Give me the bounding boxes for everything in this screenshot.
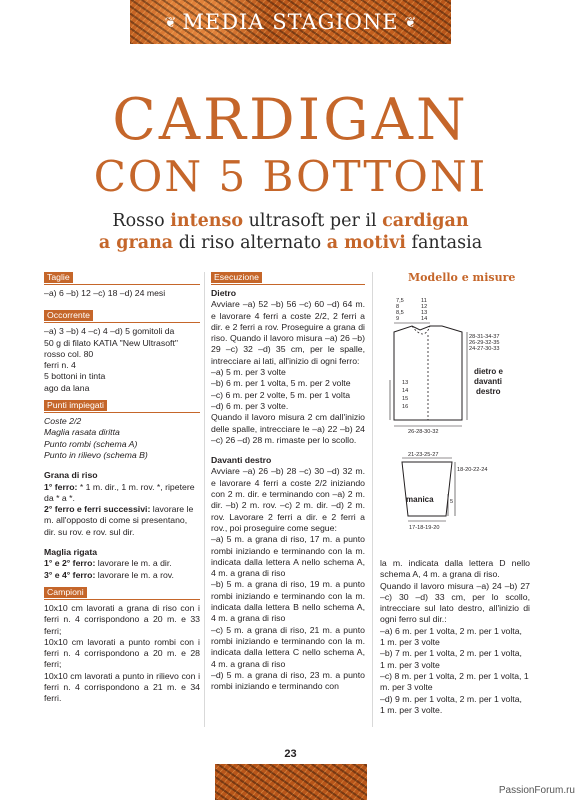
materials-line: ferri n. 4 (44, 360, 76, 371)
subtitle-line2 (0, 235, 581, 253)
measure-label: 18-20-22-24 (457, 467, 488, 473)
instruction-text: la m. indicata dalla lettera D nello schema A, 4 m. a grana di riso. (380, 558, 530, 580)
instruction-text: Avviare –a) 52 –b) 56 –c) 60 –d) 64 m. e lavorare 4 ferri a coste 2/2, 2 ferri a dir. e 2 ferri a rov. Proseguire a grana di riso. Quando il lavoro misura –a) 26 –b) 29 –c) 32 –d) 35 cm, per le spalle, intrecciare ai lati, all'inizio di ogni ferro: (211, 299, 365, 366)
materials-line: 5 bottoni in tinta (44, 371, 106, 382)
instruction-line: –d) 6 m. per 3 volte. (211, 400, 289, 411)
measure-label: 12 (421, 304, 428, 310)
measure-label: 21-23-25-27 (408, 452, 439, 458)
instruction-line: –b) 6 m. per 1 volta, 5 m. per 2 volte (211, 378, 351, 389)
subtitle-text: ultrasoft per il (243, 211, 383, 231)
materials-line: rosso col. 80 (44, 348, 94, 359)
stitch-line: Maglia rasata diritta (44, 427, 120, 438)
main-title: CARDIGAN (112, 87, 469, 153)
instruction-line: 1 m. per 3 volte (380, 659, 440, 670)
instruction-line: –a) 5 m. per 3 volte (211, 367, 286, 378)
heading-campioni: Campioni (44, 587, 87, 598)
materials-line: ago da lana (44, 382, 90, 393)
heading-punti: Punti impiegati (44, 400, 107, 411)
row-text: lavorare le m. all'opposto di come si presentano, dir. su rov. e rov. sul dir. (44, 504, 194, 537)
stitch-instruction (44, 558, 200, 569)
column-continuation (380, 558, 530, 716)
divider (211, 284, 365, 285)
row-text: * 1 m. dir., 1 m. rov. *, ripetere da * a *. (44, 481, 195, 503)
measure-label: 14 (402, 388, 409, 394)
part-title: Davanti destro (211, 455, 272, 466)
measure-label: 28-31-34-37 (469, 334, 500, 340)
subtitle-text: fantasia (405, 233, 483, 253)
instruction-text: –a) 5 m. a grana di riso, 17 m. a punto rombi iniziando e terminando con la m. indicata dalla lettera A nello schema A, 4 m. a grana di riso (211, 534, 365, 579)
divider (44, 599, 200, 600)
column-instructions (211, 270, 365, 692)
gauge-text: 10x10 cm lavorati a punto in rilievo con i ferri n. 4 corrispondono a 21 m. e 34 ferri. (44, 670, 200, 704)
measure-label: 8 (396, 304, 400, 310)
measure-label: 9 (396, 316, 400, 322)
materials-line: –a) 3 –b) 4 –c) 4 –d) 5 gomitoli da (44, 326, 175, 337)
gauge-text: 10x10 cm lavorati a punto rombi con i ferri n. 4 corrispondono a 20 m. e 28 ferri; (44, 636, 200, 670)
measure-label: 17-18-19-20 (409, 525, 440, 531)
measure-label: 26-28-30-32 (408, 429, 439, 435)
measure-label: 14 (421, 316, 428, 322)
instruction-line: –b) 7 m. per 1 volta, 2 m. per 1 volta, (380, 648, 522, 659)
decorative-strip (215, 764, 367, 800)
instruction-text: –b) 5 m. a grana di riso, 19 m. a punto rombi iniziando e terminando con la m. indicata dalla lettera B nello schema A, 4 m. a grana di riso (211, 579, 365, 624)
instruction-text: –d) 5 m. a grana di riso, 23 m. a punto rombi iniziando e terminando con (211, 669, 365, 692)
row-text: lavorare le m. a rov. (95, 569, 174, 580)
measure-label: 11 (421, 298, 427, 304)
part-title: Dietro (211, 288, 237, 298)
diagram-label: davanti (474, 377, 503, 386)
instruction-text: Quando il lavoro misura 2 cm dall'inizio delle spalle, intrecciare le –a) 22 –b) 24 –c) 26 –d) 28 m. rimaste per lo scollo. (211, 412, 365, 445)
diagram-label: dietro e (474, 367, 503, 376)
subtitle-text: di riso alternato (173, 233, 327, 253)
diagram-title: Modello e misure (408, 271, 516, 284)
sleeve-outline (402, 462, 452, 516)
subtitle-highlight: a grana (98, 233, 174, 253)
instruction-line: 1 m. per 3 volte. (380, 704, 443, 715)
divider (44, 284, 200, 285)
subtitle-highlight: cardigan (382, 211, 469, 231)
measure-label: 13 (402, 380, 409, 386)
instruction-line: m. per 3 volte (380, 682, 433, 693)
measure-label: 15 (402, 396, 409, 402)
fleuron-icon: ❦ (164, 13, 177, 30)
diagram-label: manica (406, 495, 434, 504)
stitch-title: Maglia rigata (44, 547, 98, 558)
measure-label: 5 (450, 499, 454, 505)
instruction-line: –c) 8 m. per 1 volta, 2 m. per 1 volta, 1 (380, 670, 529, 681)
subtitle-highlight: a motivi (326, 233, 406, 253)
page-number: 23 (284, 748, 297, 760)
stitch-line: Punto in rilievo (schema B) (44, 449, 148, 460)
subtitle-line1 (0, 213, 581, 231)
column-materials (44, 270, 200, 705)
measure-label: 13 (421, 310, 428, 316)
diagram-label: destro (476, 387, 501, 396)
subtitle-highlight: intenso (170, 211, 244, 231)
instruction-text: –c) 5 m. a grana di riso, 21 m. a punto rombi iniziando e terminando con la m. indicata dalla lettera C nello schema A, 4 m. a grana di riso (211, 624, 365, 669)
subtitle-text: Rosso (112, 211, 171, 231)
measure-label: 26-29-32-35 (469, 340, 500, 346)
heading-occorrente: Occorrente (44, 310, 93, 321)
gauge-text: 10x10 cm lavorati a grana di riso con i ferri n. 4 corrispondono a 20 m. e 33 ferri; (44, 602, 200, 636)
instruction-text: Quando il lavoro misura –a) 24 –b) 27 –c) 30 –d) 33 cm, per lo scollo, intrecciare sul lato destro, all'inizio di ogni ferro sul dir.: (380, 580, 530, 625)
column-divider (204, 272, 205, 727)
stitch-instruction (44, 482, 200, 505)
measure-label: 8,5 (396, 310, 404, 316)
sizes-text: –a) 6 –b) 12 –c) 18 –d) 24 mesi (44, 288, 166, 298)
instruction-line: –a) 6 m. per 1 volta, 2 m. per 1 volta, (380, 625, 522, 636)
stitch-line: Coste 2/2 (44, 416, 82, 427)
measure-label: 16 (402, 404, 409, 410)
main-title-line2: CON 5 BOTTONI (93, 152, 488, 201)
pattern-diagram (372, 290, 532, 540)
instruction-line: –c) 6 m. per 2 volte, 5 m. per 1 volta (211, 389, 351, 400)
measure-label: 7,5 (396, 298, 404, 304)
instruction-line: –d) 9 m. per 1 volta, 2 m. per 1 volta, (380, 693, 522, 704)
section-banner (130, 0, 451, 44)
instruction-line: 1 m. per 3 volte (380, 637, 440, 648)
measure-label: 24-27-30-33 (469, 346, 500, 352)
fleuron-icon: ❦ (404, 13, 417, 30)
row-text: lavorare le m. a dir. (95, 558, 172, 569)
stitch-instruction (44, 504, 200, 538)
divider (44, 322, 200, 323)
row-label: 1° ferro: (44, 481, 78, 492)
row-label: 2° ferro e ferri successivi: (44, 504, 151, 515)
heading-taglie: Taglie (44, 272, 73, 283)
stitch-title: Grana di riso (44, 470, 98, 481)
heading-esecuzione: Esecuzione (211, 272, 262, 283)
divider (44, 412, 200, 413)
stitch-instruction (44, 570, 200, 581)
materials-line: 50 g di filato KATIA "New Ultrasoft" (44, 337, 178, 348)
row-label: 3° e 4° ferro: (44, 569, 96, 580)
watermark: PassionForum.ru (498, 785, 575, 796)
instruction-text: Avviare –a) 26 –b) 28 –c) 30 –d) 32 m. e lavorare 4 ferri a coste 2/2 iniziando con 2 m. dir. e terminando con –a) 2 m. dir. –b) 2 m. rov. –c) 2 m. dir. –d) 2 m. rov. Lavorare 2 ferri a dir. e 2 ferri a rov., poi proseguire come segue: (211, 466, 365, 533)
stitch-line: Punto rombi (schema A) (44, 438, 138, 449)
row-label: 1° e 2° ferro: (44, 558, 96, 569)
section-title: MEDIA STAGIONE (182, 9, 399, 34)
